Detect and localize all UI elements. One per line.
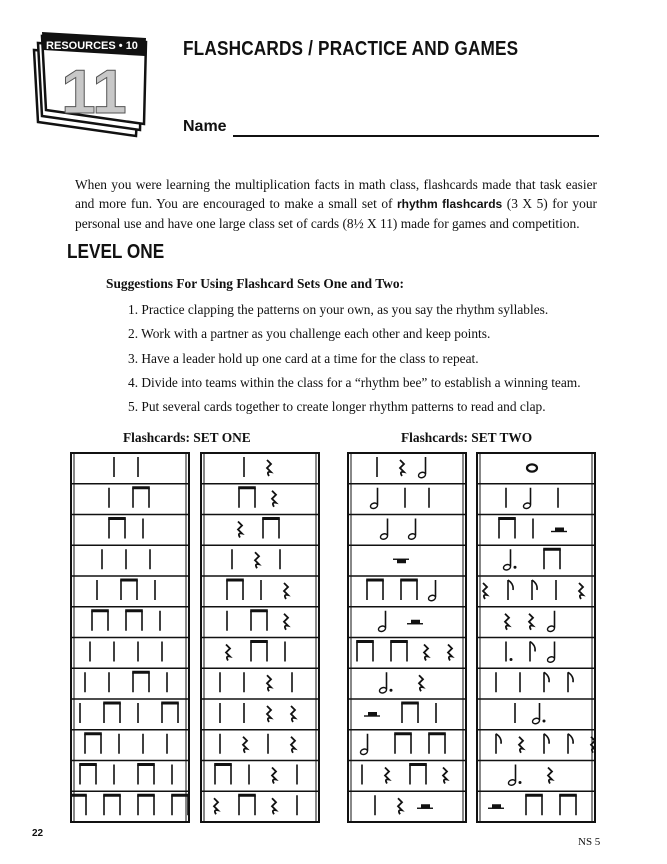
name-line[interactable]	[233, 135, 599, 137]
intro-paragraph	[75, 175, 597, 233]
name-label: Name	[183, 118, 227, 135]
flashcard-column-svg	[476, 452, 596, 823]
flashcard-column	[476, 452, 596, 823]
suggestions-list	[128, 298, 581, 419]
flashcard-column-svg	[347, 452, 467, 823]
suggestion-item: 3. Have a leader hold up one card at a time for the class to repeat.	[128, 350, 479, 366]
footer-code: NS 5	[578, 836, 601, 848]
intro-text-2: (3 X 5) for your personal use and have one large class set of cards (8½ X 11) made for games and competition.	[75, 196, 597, 231]
flashcard-column-svg	[70, 452, 190, 823]
suggestion-item: 2. Work with a partner as you challenge each other and keep points.	[128, 326, 491, 342]
suggestion-item: 1. Practice clapping the patterns on your own, as you say the rhythm syllables.	[128, 302, 549, 317]
intro-bold: rhythm flashcards	[397, 197, 503, 211]
flashcard-column	[347, 452, 467, 823]
calendar-number: 11	[61, 58, 127, 127]
suggestion-item: 5. Put several cards together to create longer rhythm patterns to read and clap.	[128, 399, 546, 415]
set-two-label: Flashcards: SET TWO	[401, 430, 533, 445]
suggestions-heading: Suggestions For Using Flashcard Sets One and Two:	[106, 276, 404, 291]
level-title: LEVEL ONE	[67, 241, 165, 263]
calendar-logo	[28, 28, 150, 138]
page-number: 22	[32, 828, 44, 839]
page-title: FLASHCARDS / PRACTICE AND GAMES	[183, 38, 519, 60]
suggestion-item: 4. Divide into teams within the class for a “rhythm bee” to establish a winning team.	[128, 374, 581, 390]
intro-text-1: When you were learning the multiplication facts in math class, flashcards made that task easier and more fun. You are encouraged to make a small set of	[75, 177, 597, 211]
flashcard-column	[200, 452, 320, 823]
flashcard-column	[70, 452, 190, 823]
flashcard-column-svg	[200, 452, 320, 823]
calendar-badge: RESOURCES • 10	[46, 40, 138, 52]
set-one-label: Flashcards: SET ONE	[123, 430, 251, 445]
